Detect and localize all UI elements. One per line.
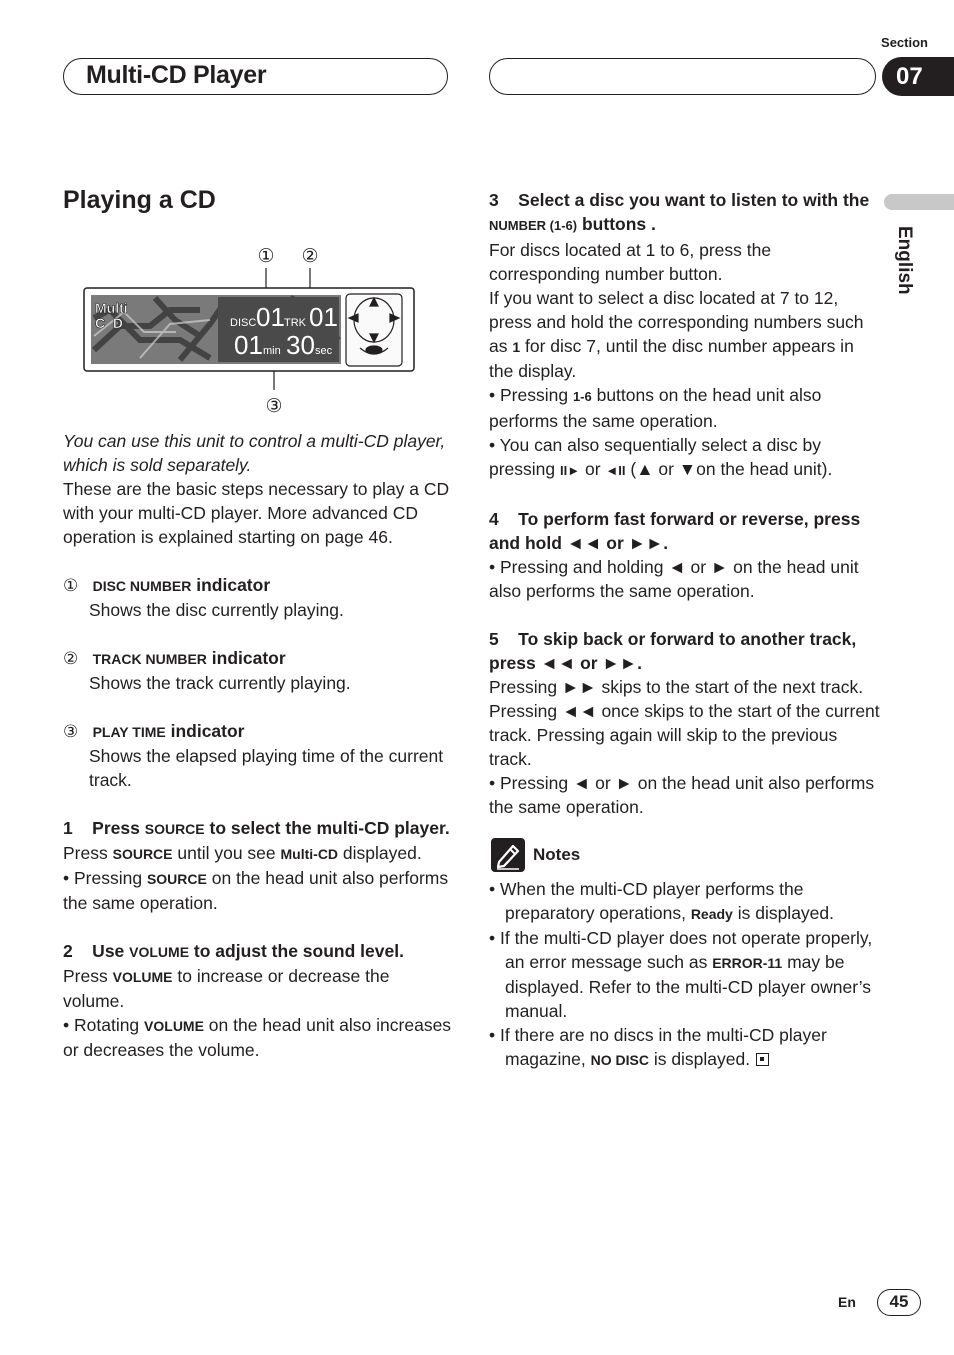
step-5-text: Pressing ►► skips to the start of the next track. Pressing ◄◄ once skips to the start of the current track. Pressing again will skip to the previous track. <box>489 677 880 769</box>
indicator-1-number: ① <box>63 576 79 595</box>
disc-label: DISC <box>230 317 257 329</box>
indicator-1-desc: Shows the disc currently playing. <box>89 600 344 620</box>
indicator-1-title: ① DISC NUMBER indicator <box>63 573 455 598</box>
min-label: min <box>263 345 281 357</box>
step-2-heading: 2 Use VOLUME to adjust the sound level. <box>63 941 404 961</box>
step-3-text-1: For discs located at 1 to 6, press the corresponding number button. <box>489 240 772 284</box>
step-3-heading: 3 Select a disc you want to listen to with the <box>489 190 870 210</box>
notes-pencil-icon <box>491 838 525 872</box>
step-3-bullet-2: • You can also sequentially select a disc by pressing II► or ◄II (▲ or ▼on the head unit). <box>489 435 833 479</box>
step-5-heading: 5 To skip back or forward to another track, press ◄◄ or ►►. <box>489 629 862 673</box>
lcd-logo-line2: C D <box>95 315 123 331</box>
page-number: 45 <box>877 1289 921 1316</box>
intro-italic: You can use this unit to control a multi-CD player, which is sold separately. <box>63 431 446 475</box>
step-4-bullet: • Pressing and holding ◄ or ► on the head unit also performs the same operation. <box>489 557 859 601</box>
notes-heading: Notes <box>533 845 581 864</box>
left-column <box>63 429 455 1062</box>
step-3-bullet-1: • Pressing 1-6 buttons on the head unit also performs the same operation. <box>489 385 822 431</box>
play-time-seconds: 30 <box>286 330 315 360</box>
section-number-badge: 07 <box>882 57 954 96</box>
indicator-2-title: ② TRACK NUMBER indicator <box>63 646 455 671</box>
page-heading: Playing a CD <box>63 186 216 214</box>
header-blank-box <box>489 58 876 95</box>
sec-label: sec <box>315 345 333 357</box>
note-item-3: • If there are no discs in the multi-CD player magazine, NO DISC is displayed. <box>489 1025 827 1069</box>
step-3-heading-key: NUMBER (1-6) buttons . <box>489 214 656 234</box>
callout-1: ① <box>257 245 275 267</box>
track-number-indicator: 01 <box>309 302 338 332</box>
step-1-bullet: • Pressing SOURCE on the head unit also performs the same operation. <box>63 868 449 913</box>
display-figure <box>80 240 420 420</box>
intro-text: These are the basic steps necessary to play a CD with your multi-CD player. More advanced CD operation is explained starting on page 46. <box>63 479 450 547</box>
indicator-2-number: ② <box>63 649 79 668</box>
step-1-heading: 1 Press SOURCE to select the multi-CD player. <box>63 818 450 838</box>
joystick-icon <box>346 294 402 366</box>
indicator-2-desc: Shows the track currently playing. <box>89 673 351 693</box>
indicator-3-title: ③ PLAY TIME indicator <box>63 719 455 744</box>
step-3-text-2: If you want to select a disc located at 7 to 12, press and hold the corresponding numbers such as 1 for disc 7, until the disc number appears in the display. <box>489 288 864 381</box>
step-1-text: Press SOURCE until you see Multi-CD displayed. <box>63 843 422 863</box>
end-mark-icon <box>756 1053 769 1066</box>
step-5-bullet: • Pressing ◄ or ► on the head unit also performs the same operation. <box>489 773 875 817</box>
footer-language: En <box>838 1294 856 1310</box>
callout-2: ② <box>301 245 319 267</box>
step-2-bullet: • Rotating VOLUME on the head unit also increases or decreases the volume. <box>63 1015 452 1060</box>
callout-3: ③ <box>265 395 283 417</box>
chapter-title-box <box>63 58 448 95</box>
step-2-text: Press VOLUME to increase or decrease the volume. <box>63 966 390 1011</box>
right-column <box>489 188 881 819</box>
notes-list <box>489 877 881 1072</box>
language-tab <box>884 194 954 210</box>
note-item-1: • When the multi-CD player performs the preparatory operations, Ready is displayed. <box>489 879 835 923</box>
play-time-minutes: 01 <box>234 330 263 360</box>
indicator-3-number: ③ <box>63 722 79 741</box>
section-label: Section <box>881 35 928 50</box>
step-4-heading: 4 To perform fast forward or reverse, press and hold ◄◄ or ►►. <box>489 509 866 553</box>
indicator-3-desc: Shows the elapsed playing time of the current track. <box>89 746 444 790</box>
chapter-title: Multi-CD Player <box>86 61 267 89</box>
note-item-2: • If the multi-CD player does not operate properly, an error message such as ERROR-11 may be displayed. Refer to the multi-CD player owner’s manual. <box>489 928 873 1021</box>
lcd-logo-line1: Multi <box>95 300 128 316</box>
disc-number-indicator: 01 <box>256 302 285 332</box>
trk-label: TRK <box>284 317 306 329</box>
language-tab-label: English <box>894 226 915 295</box>
